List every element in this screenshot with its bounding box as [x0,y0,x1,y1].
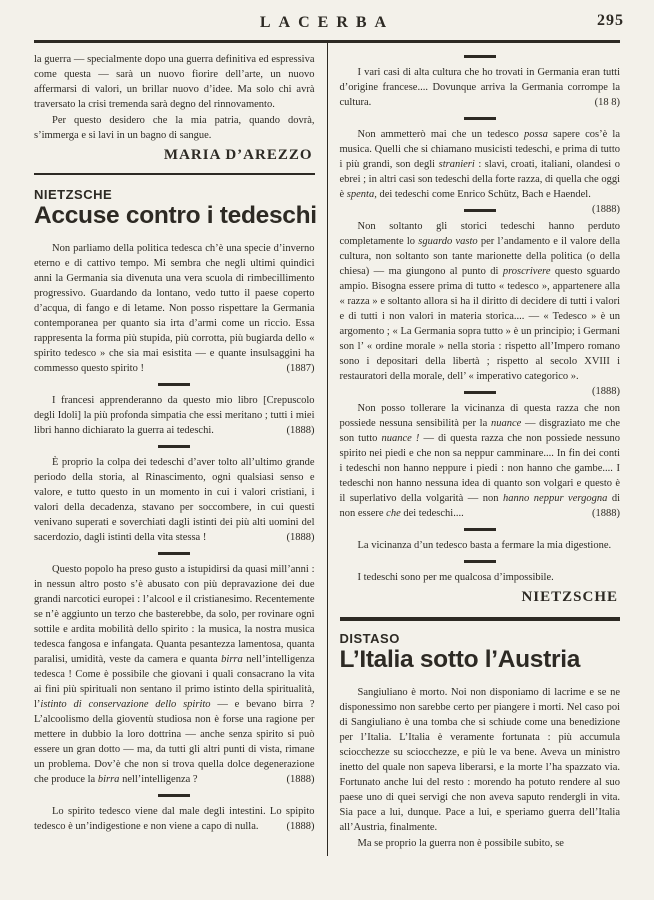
aphorism-paragraph [339,127,621,215]
aphorism-text: I tedeschi sono per me qualcosa d’impossibile. [357,572,554,583]
date-stamp: (18 8) [594,97,620,108]
article-rubric: NIETZSCHE [34,187,113,202]
aphorism-paragraph [340,538,621,553]
aphorism-paragraph [340,401,621,521]
section-divider [158,445,190,448]
article-separator-rule [340,617,621,621]
author-signature: NIETZSCHE [521,589,618,605]
aphorism-text: Non ammetterò mai che un tedesco possa sapere cos’è la musica. Quelli che si chiamano musicisti tedeschi, e prima di tutto i più grandi, son degli stranieri : slavi, croati, italiani, olandesi o ebrei ; in altri casi son tedeschi della forte razza, di quella che oggi è spenta, dei tedeschi come Enrico Schütz, Bach e Haendel. [339,129,620,200]
section-divider [158,383,190,386]
aphorism-paragraph [340,65,621,110]
aphorism-text: Non parliamo della politica tedesca ch’è una specie d’inverno eterno e di cattivo tempo. Mi sembra che negli ultimi quindici anni la Germania sia divenuta una vera scuola di rimbecillimento progressivo. Guardando da lontano, vedo tutto il paese coperto d’acqua, di fango e di letame. Non posso rispettare la Germania contemporanea per quanto sia irta d’armi come un riccio. Essa rappresenta la forma più stupida, più corrotta, più bugiarda dello « spirito tedesco » che sia mai esistita — e quante insulsaggini ha commesso questo spirito ! [34,242,315,374]
aphorism-text: Non soltanto gli storici tedeschi hanno perduto completamente lo sguardo vasto per l’andamento e il valore della cultura, non soltanto son tante marionette della politica (o della chiesa) — ma giungono al punto di proscrivere questo sguardo ampio. Bisogna essere prima di tutto « tedesco », appartenere alla « razza » e soltanto allora si ha il diritto di decidere di tutti i valori e di tutti i non valori in materia storica.... — « Tedesco » è un argomento ; « La Germania sopra tutto » è un principio; i Germani son l’ « ordine morale » nella storia : rispetto all’Impero romano sono i depositari della libertà ; rispetto al secolo XVIII i restauratori della morale, dell’ « imperativo categorico ». [339,221,620,382]
right-column [328,43,621,895]
section-divider [158,794,190,797]
left-column [34,43,327,895]
aphorism-paragraph [34,393,315,438]
page-number: 295 [597,12,624,29]
aphorism-text: Questo popolo ha preso gusto a istupidirsi da quasi mill’anni : in nessun altro posto s’è abusato con più depravazione dei due grandi narcotici europei : l’alcool e il cristianesimo. Recentemente se n’è aggiunto un terzo che basterebbe, da solo, per rovinare ogni sottile e ardita mobilità dello spirito : la musica, la nostra musica tedesca fangosa e infangata. Quanta pesantezza lamentosa, quanta paralisi, umidità, veste da camera e quanta birra nell’intelligenza tedesca ! Come è possibile che giovani i quali consacrano la vita ai fini più spirituali non sentano il primo istinto della spiritualità, l’istinto di conservazione dello spirito — e bevano birra ? L’alcoolismo della gioventù studiosa non è forse una ragione per mettere in dubbio la loro dottrina — anche senza spirito si può essere un gran dotto — ma, da tutti gli altri punti di vista, rimane un problema. Dov’è che non si trova quella dolce degenerazione che produce la birra nell’intelligenza ? [34,563,315,785]
aphorism-paragraph [34,241,315,376]
date-stamp: (1888) [286,773,315,785]
section-divider [158,552,190,555]
masthead-title: LACERBA [259,14,395,31]
section-divider [464,528,496,531]
date-stamp: (1888) [592,508,620,519]
date-stamp: (1888) [286,531,315,543]
aphorism-paragraph [34,804,315,834]
aphorism-text: Non posso tollerare la vicinanza di questa razza che non possiede nessuna sensibilità per la nuance — disgraziato me che son tutto nuance ! — di questa razza che non possiede nessuno spirito nei piedi e che non sa neppur camminare.... In fin dei conti i tedeschi non hanno neppure i piedi : non hanno che gambe.... I tedeschi non hanno nessuna idea di quanto son volgari e questo è il superlativo della volgarità — non hanno neppur vergogna di non essere che dei tedeschi.... [339,403,620,519]
date-stamp: (1888) [286,424,315,436]
aphorism-text: Lo spirito tedesco viene dal male degli intestini. Lo spipito tedesco è un’indigestione e non viene a capo di nulla. [34,805,315,832]
section-divider [464,117,496,120]
running-head [0,0,654,40]
article-separator-rule [34,173,315,175]
body-paragraph: Per questo desidero che la mia patria, quando dovrà, s’immerga e si lavi in un bagno di sangue. [34,115,315,141]
date-stamp: (1888) [592,204,620,215]
section-divider [464,209,496,212]
date-stamp: (1888) [592,386,620,397]
author-signature: MARIA D’AREZZO [163,147,313,163]
section-divider [464,560,496,563]
section-divider [464,55,496,58]
aphorism-paragraph [340,570,621,585]
section-divider [464,391,496,394]
body-paragraph: Sangiuliano è morto. Noi non disponiamo di lacrime e se ne disponessimo non sarebbe certo per piangere i morti. Nel caso poi di Sangiuliano è una tomba che si schiude come una benedizione per l’Italia. L’Italia è veramente fortunata : più accumula sciocchezze su sciocchezze, e più le va bene. Aveva un ministro inetto del quale non sapeva liberarsi, e la morte l’ha spazzato via. Fortunato anche lui del resto : morendo ha potuto rendere al suo paese uno di quei servigi che non aveva saputo rendergli in vita. Sia pace a lui, dunque. Pace a lui, e speriamo guerra dell’Italia all’Austria, finalmente. [339,686,620,833]
body-paragraph: la guerra — specialmente dopo una guerra definitiva ed espressiva come questa — sarà un nuovo fiorire dell’arte, un nuovo affermarsi di valori, un brillar nuovo d’idee. Ma solo chi avrà traversato la crisi tremenda sarà degno del rinnovamento. [34,54,315,110]
aphorism-text: È proprio la colpa dei tedeschi d’aver tolto all’ultimo grande periodo della storia, al Rinascimento, ogni qualsiasi senso e valore, e tutto questo in un momento in cui i valori cristiani, i valori della decadenza, stavano per soccombere, in cui questi venivano superati e soverchiati dagli istinti dei più alti uomini del sacerdozio, dagli istinti della vita stessa ! [34,456,315,543]
article-title: Accuse contro i tedeschi [34,202,317,229]
aphorism-paragraph [339,219,621,397]
aphorism-text: I francesi apprenderanno da questo mio libro [Crepuscolo degli Idoli] la più profonda simpatia che essi meritano ; tutti i miei libri hanno dichiarato la guerra ai tedeschi. [34,394,315,436]
aphorism-text: La vicinanza d’un tedesco basta a fermare la mia digestione. [357,540,612,551]
body-paragraph: Ma se proprio la guerra non è possibile subito, se [357,837,564,849]
aphorism-paragraph [34,455,315,545]
date-stamp: (1887) [286,362,315,374]
date-stamp: (1888) [286,820,315,832]
aphorism-paragraph [34,562,315,787]
text-columns [0,43,654,895]
article-rubric: DISTASO [339,631,400,646]
aphorism-text: I vari casi di alta cultura che ho trovati in Germania eran tutti d’origine francese.... Dovunque arriva la Germania corrompe la cultura. [339,67,620,108]
article-title: L’Italia sotto l’Austria [339,646,581,673]
